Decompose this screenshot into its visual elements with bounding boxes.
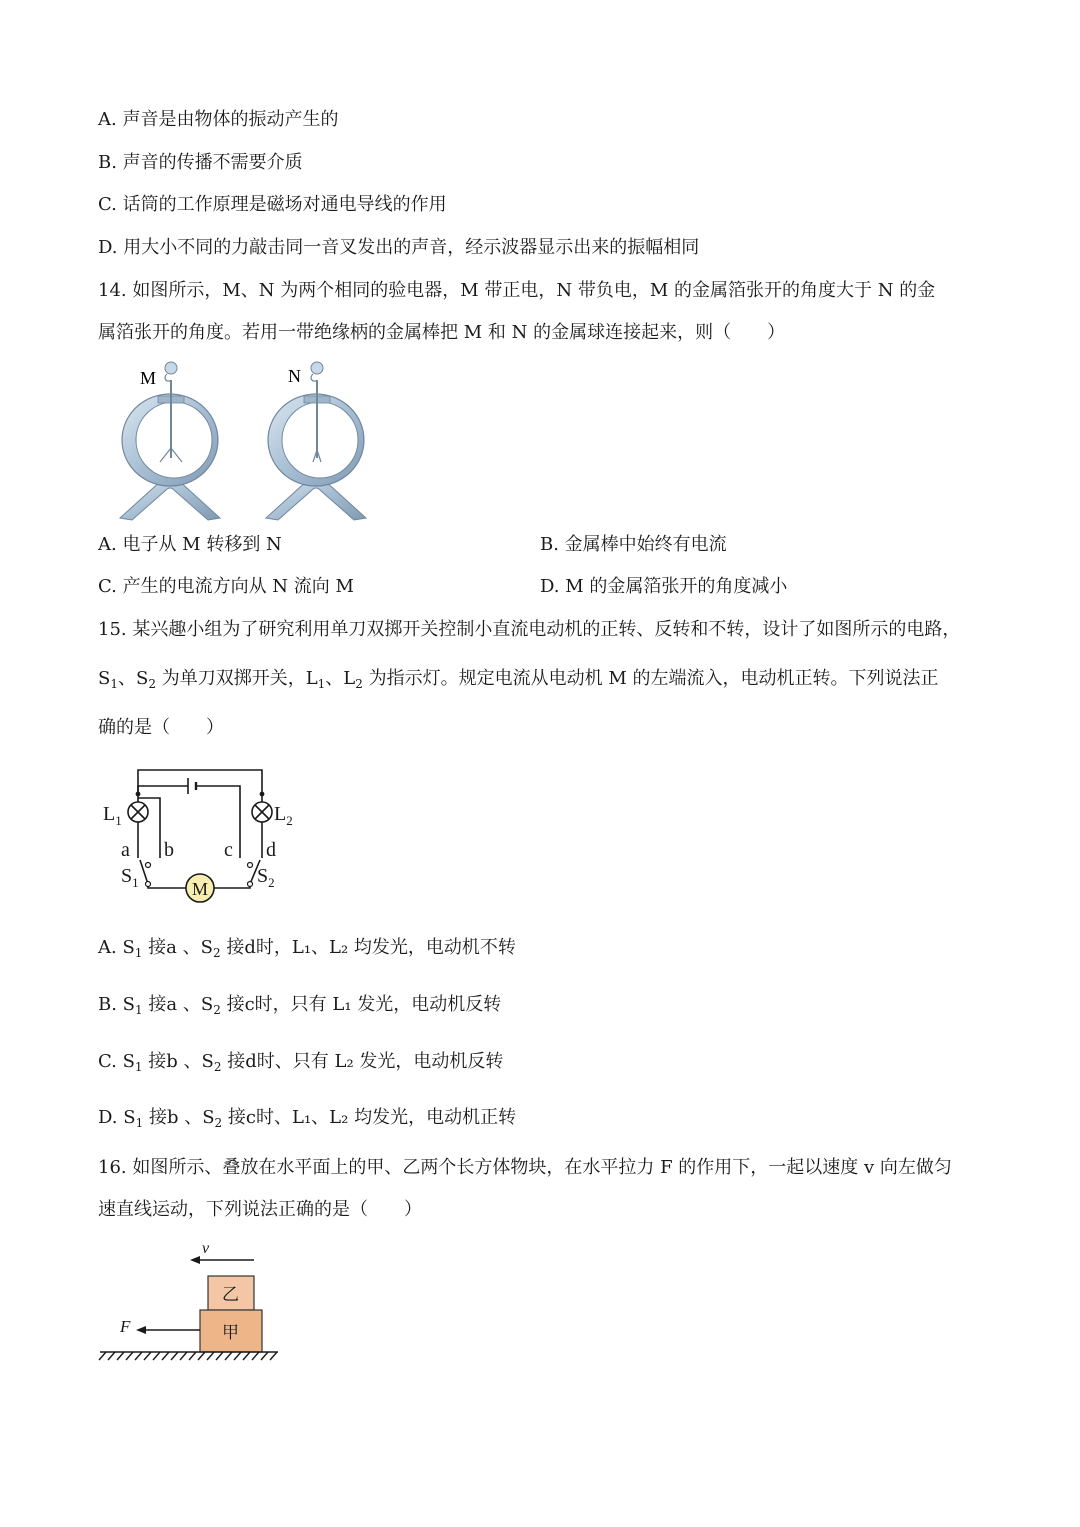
label-n: N	[288, 366, 301, 386]
ground-hatch	[216, 1352, 223, 1360]
ground-hatch	[225, 1352, 232, 1360]
svg-text:v: v	[202, 1240, 210, 1257]
q13-option-d: D. 用大小不同的力敲击同一音叉发出的声音，经示波器显示出来的振幅相同	[98, 237, 700, 258]
q15-stem-line1: 15. 某兴趣小组为了研究利用单刀双掷开关控制小直流电动机的正转、反转和不转，设计了如图所示的电路，	[98, 619, 961, 640]
motor	[186, 874, 214, 902]
label-s2: $S_2$	[257, 865, 275, 890]
label-s1: $S_1$	[121, 865, 139, 890]
ground-hatch	[117, 1352, 124, 1360]
svg-text:M: M	[192, 879, 209, 899]
electroscope-n	[266, 362, 366, 520]
ground-hatch	[234, 1352, 241, 1360]
block-yi-label: 乙	[222, 1285, 239, 1305]
electroscope-m	[120, 362, 220, 520]
q14-option-a: A. 电子从 M 转移到 N	[98, 534, 282, 555]
ground-hatch	[99, 1352, 106, 1360]
label-c: c	[224, 839, 233, 861]
electroscope-figure	[112, 358, 372, 524]
label-d: d	[266, 839, 276, 861]
ground	[99, 1352, 278, 1360]
ground-hatch	[171, 1352, 178, 1360]
q15-option-c: C. $S_1$ 接b 、$S_2$ 接d时、只有 L₂ 发光，电动机反转	[98, 1051, 504, 1074]
q13-option-a: A. 声音是由物体的振动产生的	[98, 109, 339, 130]
lamp-l1	[128, 802, 148, 822]
q16-stem-line1: 16. 如图所示、叠放在水平面上的甲、乙两个长方体物块，在水平拉力 F 的作用下，一起以速度 v 向左做匀	[98, 1157, 952, 1178]
ground-hatch	[261, 1352, 268, 1360]
q13-option-b: B. 声音的传播不需要介质	[98, 152, 303, 173]
svg-text:F: F	[120, 1317, 131, 1336]
q14-option-d: D. M 的金属箔张开的角度减小	[540, 576, 788, 597]
ground-hatch	[180, 1352, 187, 1360]
blocks-figure	[98, 1236, 288, 1366]
block-jia-label: 甲	[222, 1323, 239, 1343]
q15-stem-line3: 确的是（ ）	[98, 717, 224, 738]
q14-stem-line1: 14. 如图所示，M、N 为两个相同的验电器，M 带正电，N 带负电，M 的金属箔张开的角度大于 N 的金	[98, 280, 936, 301]
ground-hatch	[126, 1352, 133, 1360]
circuit-figure	[100, 764, 310, 909]
ground-hatch	[162, 1352, 169, 1360]
ground-hatch	[144, 1352, 151, 1360]
ground-hatch	[108, 1352, 115, 1360]
force-arrow	[119, 1317, 200, 1336]
ground-hatch	[243, 1352, 250, 1360]
label-a: a	[121, 839, 130, 861]
label-m: M	[140, 368, 157, 388]
ground-hatch	[153, 1352, 160, 1360]
q15-option-b: B. $S_1$ 接a 、$S_2$ 接c时，只有 L₁ 发光，电动机反转	[98, 994, 502, 1017]
q15-stem-line2: $S_1$、$S_2$ 为单刀双掷开关，$L_1$、$L_2$ 为指示灯。规定电流从电动机 M 的左端流入，电动机正转。下列说法正	[98, 668, 939, 691]
q14-option-b: B. 金属棒中始终有电流	[540, 534, 727, 555]
velocity-arrow	[190, 1240, 254, 1264]
ground-hatch	[252, 1352, 259, 1360]
ground-hatch	[270, 1352, 277, 1360]
ground-hatch	[198, 1352, 205, 1360]
q15-option-a: A. $S_1$ 接a 、$S_2$ 接d时，L₁、L₂ 均发光，电动机不转	[98, 937, 516, 960]
label-b: b	[164, 839, 174, 861]
ground-hatch	[189, 1352, 196, 1360]
label-l2: $L_2$	[274, 803, 293, 828]
lamp-l2	[252, 802, 272, 822]
q14-option-c: C. 产生的电流方向从 N 流向 M	[98, 576, 354, 597]
q15-option-d: D. $S_1$ 接b 、$S_2$ 接c时、L₁、L₂ 均发光，电动机正转	[98, 1107, 517, 1130]
ground-hatch	[207, 1352, 214, 1360]
q16-stem-line2: 速直线运动，下列说法正确的是（ ）	[98, 1199, 422, 1220]
label-l1: $L_1$	[103, 803, 122, 828]
q14-stem-line2: 属箔张开的角度。若用一带绝缘柄的金属棒把 M 和 N 的金属球连接起来，则（ ）	[98, 322, 786, 343]
q13-option-c: C. 话筒的工作原理是磁场对通电导线的作用	[98, 194, 447, 215]
ground-hatch	[135, 1352, 142, 1360]
